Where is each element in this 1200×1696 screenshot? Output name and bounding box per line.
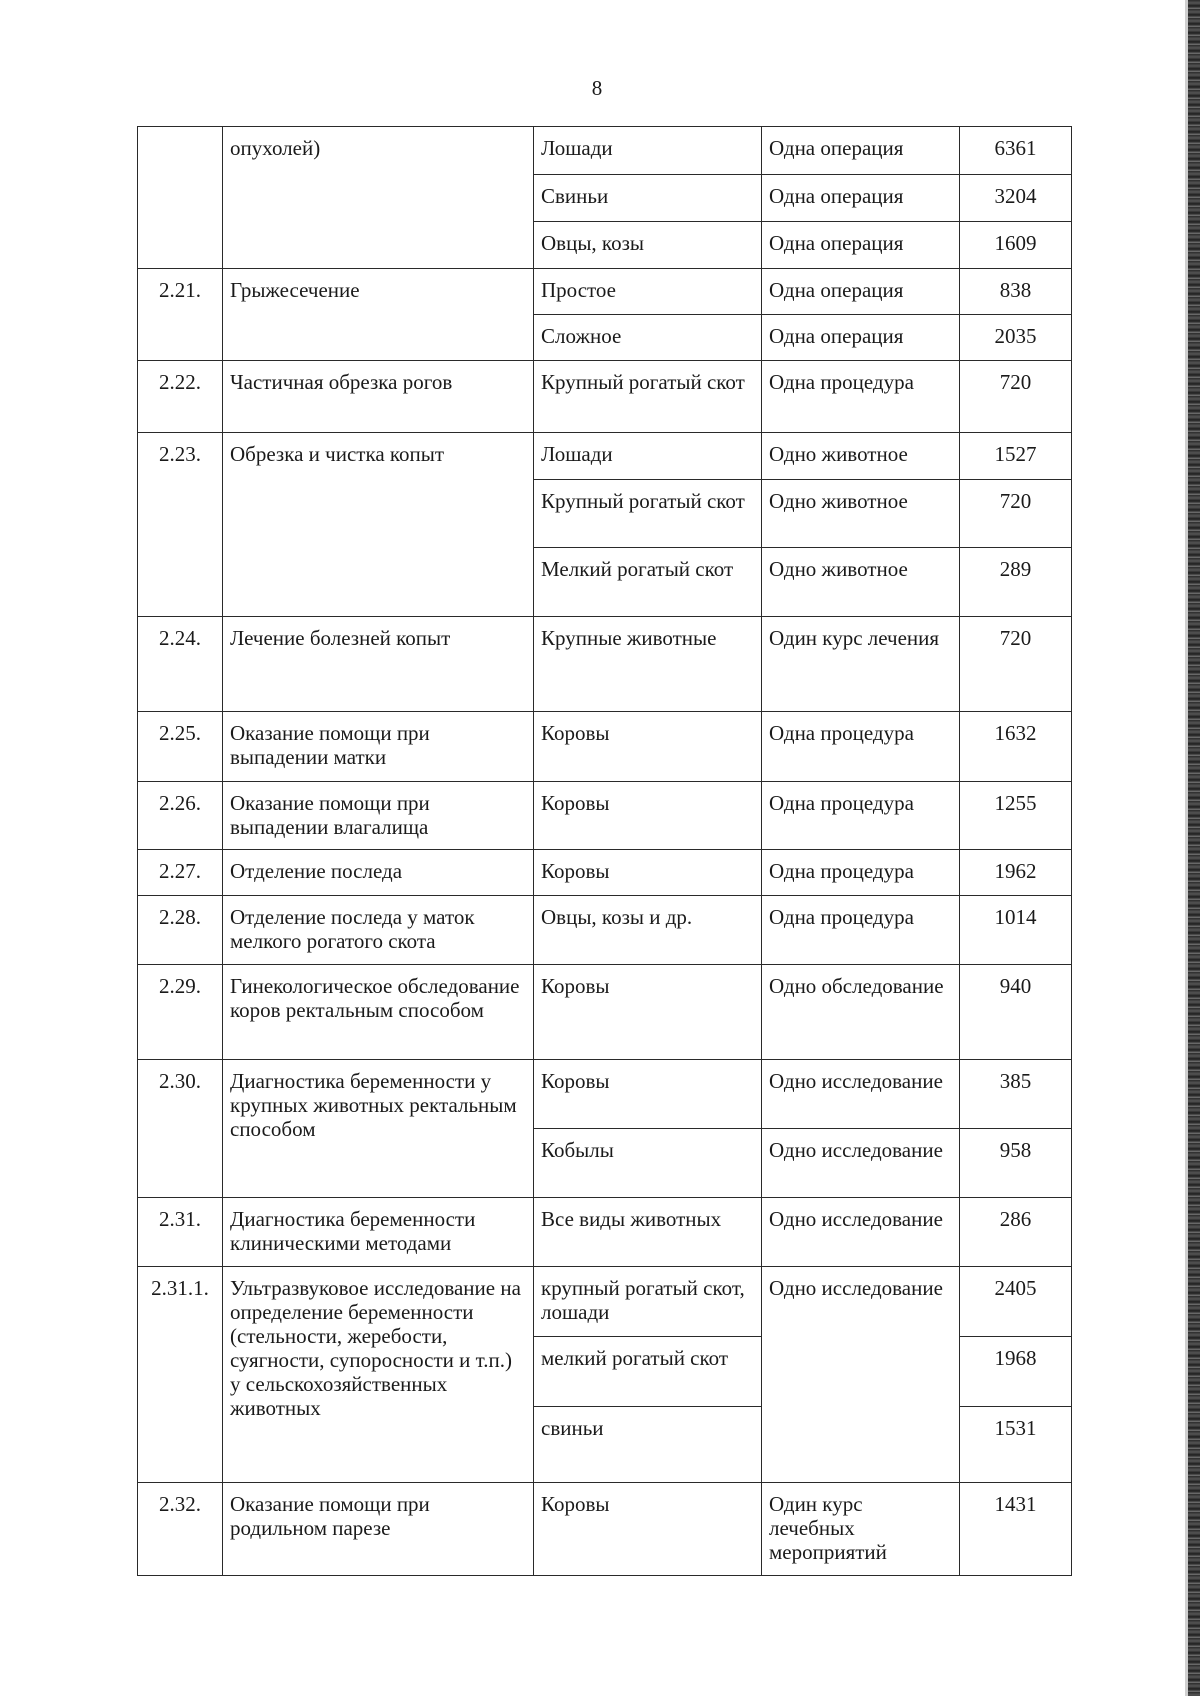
animal-type: Сложное <box>534 315 762 361</box>
table-row <box>138 617 1072 712</box>
animal-type: Лошади <box>534 433 762 480</box>
price-value: 1531 <box>960 1407 1072 1483</box>
item-number: 2.26. <box>138 782 223 850</box>
price-value: 1255 <box>960 782 1072 850</box>
price-value: 6361 <box>960 127 1072 175</box>
item-number: 2.25. <box>138 712 223 782</box>
service-name: Отделение последа у маток мелкого рогатого скота <box>223 896 534 965</box>
price-value: 1609 <box>960 222 1072 269</box>
table-row <box>138 1060 1072 1129</box>
item-number: 2.30. <box>138 1060 223 1198</box>
unit-of-measure: Одно исследование <box>762 1198 960 1267</box>
table-row <box>138 850 1072 896</box>
price-value: 838 <box>960 269 1072 315</box>
table-row <box>138 965 1072 1060</box>
unit-of-measure: Одно животное <box>762 548 960 617</box>
animal-type: мелкий рогатый скот <box>534 1337 762 1407</box>
service-name: Частичная обрезка рогов <box>223 361 534 433</box>
animal-type: Коровы <box>534 965 762 1060</box>
animal-type: Коровы <box>534 1483 762 1576</box>
animal-type: Овцы, козы <box>534 222 762 269</box>
animal-type: Коровы <box>534 782 762 850</box>
price-value: 1968 <box>960 1337 1072 1407</box>
unit-of-measure: Одно исследование <box>762 1060 960 1129</box>
price-value: 720 <box>960 617 1072 712</box>
animal-type: Овцы, козы и др. <box>534 896 762 965</box>
service-name: Оказание помощи при выпадении влагалища <box>223 782 534 850</box>
price-value: 940 <box>960 965 1072 1060</box>
table-row <box>138 896 1072 965</box>
price-value: 1527 <box>960 433 1072 480</box>
table-row <box>138 712 1072 782</box>
service-name: Грыжесечение <box>223 269 534 361</box>
item-number: 2.29. <box>138 965 223 1060</box>
item-number: 2.27. <box>138 850 223 896</box>
item-number: 2.28. <box>138 896 223 965</box>
service-name: Диагностика беременности клиническими методами <box>223 1198 534 1267</box>
service-name: Гинекологическое обследование коров ректальным способом <box>223 965 534 1060</box>
price-value: 1962 <box>960 850 1072 896</box>
scan-edge <box>1188 0 1200 1696</box>
price-value: 2405 <box>960 1267 1072 1337</box>
price-value: 720 <box>960 361 1072 433</box>
service-name: Оказание помощи при выпадении матки <box>223 712 534 782</box>
price-value: 289 <box>960 548 1072 617</box>
table-row <box>138 1267 1072 1337</box>
item-number: 2.23. <box>138 433 223 617</box>
price-value: 958 <box>960 1129 1072 1198</box>
unit-of-measure: Одна операция <box>762 222 960 269</box>
unit-of-measure: Одна операция <box>762 315 960 361</box>
service-name: Обрезка и чистка копыт <box>223 433 534 617</box>
unit-of-measure: Одна операция <box>762 127 960 175</box>
price-value: 2035 <box>960 315 1072 361</box>
service-name: Диагностика беременности у крупных животных ректальным способом <box>223 1060 534 1198</box>
service-name: опухолей) <box>223 127 534 269</box>
price-value: 385 <box>960 1060 1072 1129</box>
item-number: 2.21. <box>138 269 223 361</box>
table-row <box>138 433 1072 480</box>
table-row <box>138 269 1072 315</box>
unit-of-measure: Одна операция <box>762 175 960 222</box>
animal-type: Мелкий рогатый скот <box>534 548 762 617</box>
animal-type: Лошади <box>534 127 762 175</box>
unit-of-measure: Одно животное <box>762 480 960 548</box>
item-number: 2.32. <box>138 1483 223 1576</box>
animal-type: Кобылы <box>534 1129 762 1198</box>
price-value: 720 <box>960 480 1072 548</box>
unit-of-measure: Одна процедура <box>762 896 960 965</box>
service-name: Ультразвуковое исследование на определение беременности (стельности, жеребости, суягности, супоросности и т.п.) у сельскохозяйственных животных <box>223 1267 534 1483</box>
table-row <box>138 1198 1072 1267</box>
unit-of-measure: Одно исследование <box>762 1267 960 1483</box>
unit-of-measure: Одно обследование <box>762 965 960 1060</box>
animal-type: Крупные животные <box>534 617 762 712</box>
service-name: Оказание помощи при родильном парезе <box>223 1483 534 1576</box>
animal-type: Крупный рогатый скот <box>534 480 762 548</box>
table-row <box>138 782 1072 850</box>
price-table <box>137 126 1072 1576</box>
service-name: Лечение болезней копыт <box>223 617 534 712</box>
item-number: 2.24. <box>138 617 223 712</box>
price-value: 3204 <box>960 175 1072 222</box>
unit-of-measure: Одна процедура <box>762 782 960 850</box>
price-value: 1431 <box>960 1483 1072 1576</box>
table-row <box>138 1483 1072 1576</box>
service-name: Отделение последа <box>223 850 534 896</box>
animal-type: Все виды животных <box>534 1198 762 1267</box>
animal-type: Коровы <box>534 850 762 896</box>
table-row <box>138 127 1072 175</box>
price-value: 1014 <box>960 896 1072 965</box>
unit-of-measure: Одно исследование <box>762 1129 960 1198</box>
unit-of-measure: Один курс лечения <box>762 617 960 712</box>
price-value: 1632 <box>960 712 1072 782</box>
unit-of-measure: Одно животное <box>762 433 960 480</box>
item-number: 2.31.1. <box>138 1267 223 1483</box>
animal-type: крупный рогатый скот, лошади <box>534 1267 762 1337</box>
price-table-body <box>138 127 1072 1576</box>
unit-of-measure: Одна процедура <box>762 712 960 782</box>
unit-of-measure: Одна процедура <box>762 361 960 433</box>
animal-type: свиньи <box>534 1407 762 1483</box>
price-value: 286 <box>960 1198 1072 1267</box>
unit-of-measure: Один курс лечебных мероприятий <box>762 1483 960 1576</box>
unit-of-measure: Одна операция <box>762 269 960 315</box>
animal-type: Свиньи <box>534 175 762 222</box>
animal-type: Коровы <box>534 1060 762 1129</box>
animal-type: Простое <box>534 269 762 315</box>
table-row <box>138 361 1072 433</box>
animal-type: Крупный рогатый скот <box>534 361 762 433</box>
item-number: 2.22. <box>138 361 223 433</box>
item-number: 2.31. <box>138 1198 223 1267</box>
page-number: 8 <box>591 76 603 100</box>
animal-type: Коровы <box>534 712 762 782</box>
unit-of-measure: Одна процедура <box>762 850 960 896</box>
item-number <box>138 127 223 269</box>
